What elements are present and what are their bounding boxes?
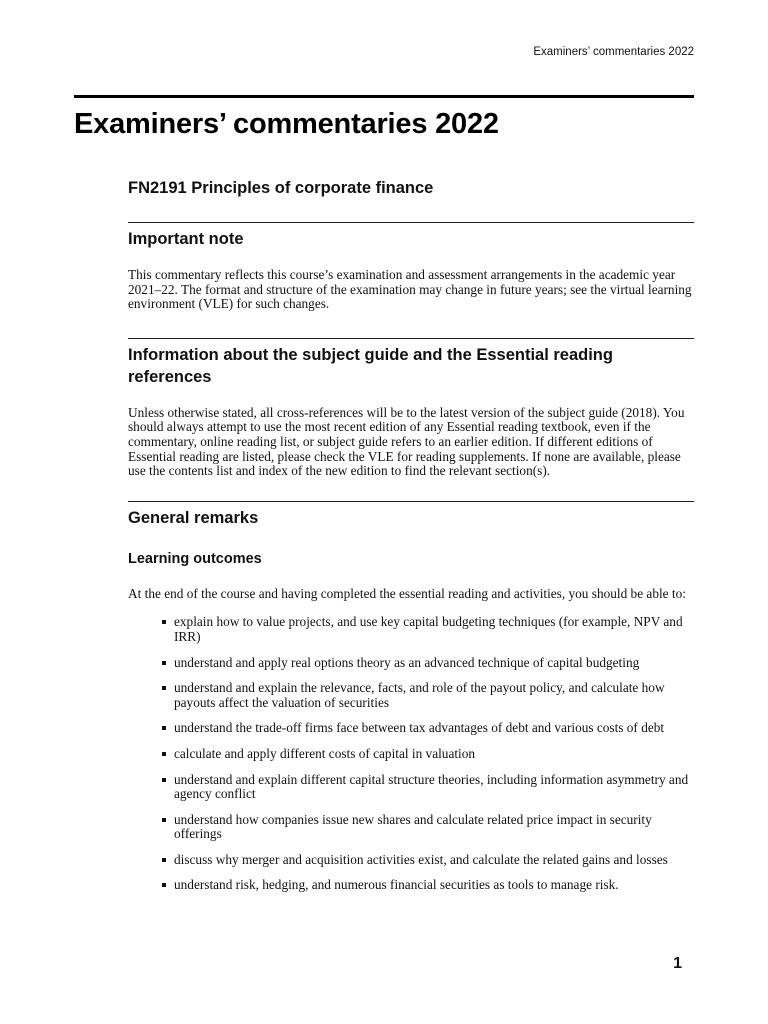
bullet-icon: [162, 818, 166, 822]
course-subtitle: FN2191 Principles of corporate finance: [128, 179, 434, 197]
subject-guide-text: Unless otherwise stated, all cross-references will be to the latest version of the subject guide (2018). You should always attempt to use the most recent edition of any Essential reading textbook, even if the commentary, online reading list, or subject guide refers to an earlier edition. If different editions of Essential reading are listed, please check the VLE for reading supplements. If none are available, please use the contents list and index of the new edition to find the relevant section(s).: [128, 404, 685, 479]
subject-guide-heading: Information about the subject guide and the Essential reading references: [128, 345, 613, 386]
list-item-text: discuss why merger and acquisition activities exist, and calculate the related gains and losses: [174, 851, 668, 867]
list-item-text: calculate and apply different costs of capital in valuation: [174, 745, 476, 761]
general-remarks-heading: General remarks: [128, 508, 259, 527]
list-item: [162, 813, 694, 842]
list-item: [162, 747, 694, 762]
list-item: [162, 853, 694, 868]
bullet-icon: [162, 620, 166, 624]
section-divider: [128, 222, 694, 223]
list-item-text: understand and apply real options theory as an advanced technique of capital budgeting: [174, 654, 640, 670]
section-divider: [128, 338, 694, 339]
page-number: 1: [673, 955, 682, 972]
bullet-icon: [162, 752, 166, 756]
list-item-text: understand and explain the relevance, facts, and role of the payout policy, and calculate how payouts affect the valuation of securities: [174, 680, 665, 710]
list-item-text: understand risk, hedging, and numerous financial securities as tools to manage risk.: [174, 877, 619, 893]
bullet-icon: [162, 661, 166, 665]
important-note-heading: Important note: [128, 230, 244, 248]
running-header: Examiners’ commentaries 2022: [533, 46, 694, 58]
bullet-icon: [162, 883, 166, 887]
bullet-icon: [162, 778, 166, 782]
list-item: [162, 656, 694, 671]
bullet-icon: [162, 686, 166, 690]
learning-outcomes-list: [128, 615, 694, 893]
learning-outcomes-intro: At the end of the course and having completed the essential reading and activities, you should be able to:: [128, 585, 686, 601]
bullet-icon: [162, 858, 166, 862]
document-title: Examiners’ commentaries 2022: [74, 108, 499, 140]
list-item-text: understand and explain different capital structure theories, including information asymmetry and agency conflict: [174, 771, 689, 802]
list-item: [162, 681, 694, 710]
list-item-text: understand how companies issue new shares and calculate related price impact in security offerings: [174, 811, 652, 842]
main-content: [128, 176, 694, 904]
important-note-text: This commentary reflects this course’s examination and assessment arrangements in the academic year 2021–22. The format and structure of the examination may change in future years; see the virtual learning environment (VLE) for such changes.: [128, 267, 692, 312]
header-rule: [74, 95, 694, 98]
list-item-text: understand the trade-off firms face between tax advantages of debt and various costs of debt: [174, 720, 665, 736]
list-item-text: explain how to value projects, and use key capital budgeting techniques (for example, NPV and IRR): [174, 614, 683, 644]
list-item: [162, 615, 694, 644]
learning-outcomes-heading: Learning outcomes: [128, 550, 262, 567]
bullet-icon: [162, 726, 166, 730]
list-item: [162, 773, 694, 802]
list-item: [162, 721, 694, 736]
section-divider: [128, 501, 694, 502]
list-item: [162, 878, 694, 893]
